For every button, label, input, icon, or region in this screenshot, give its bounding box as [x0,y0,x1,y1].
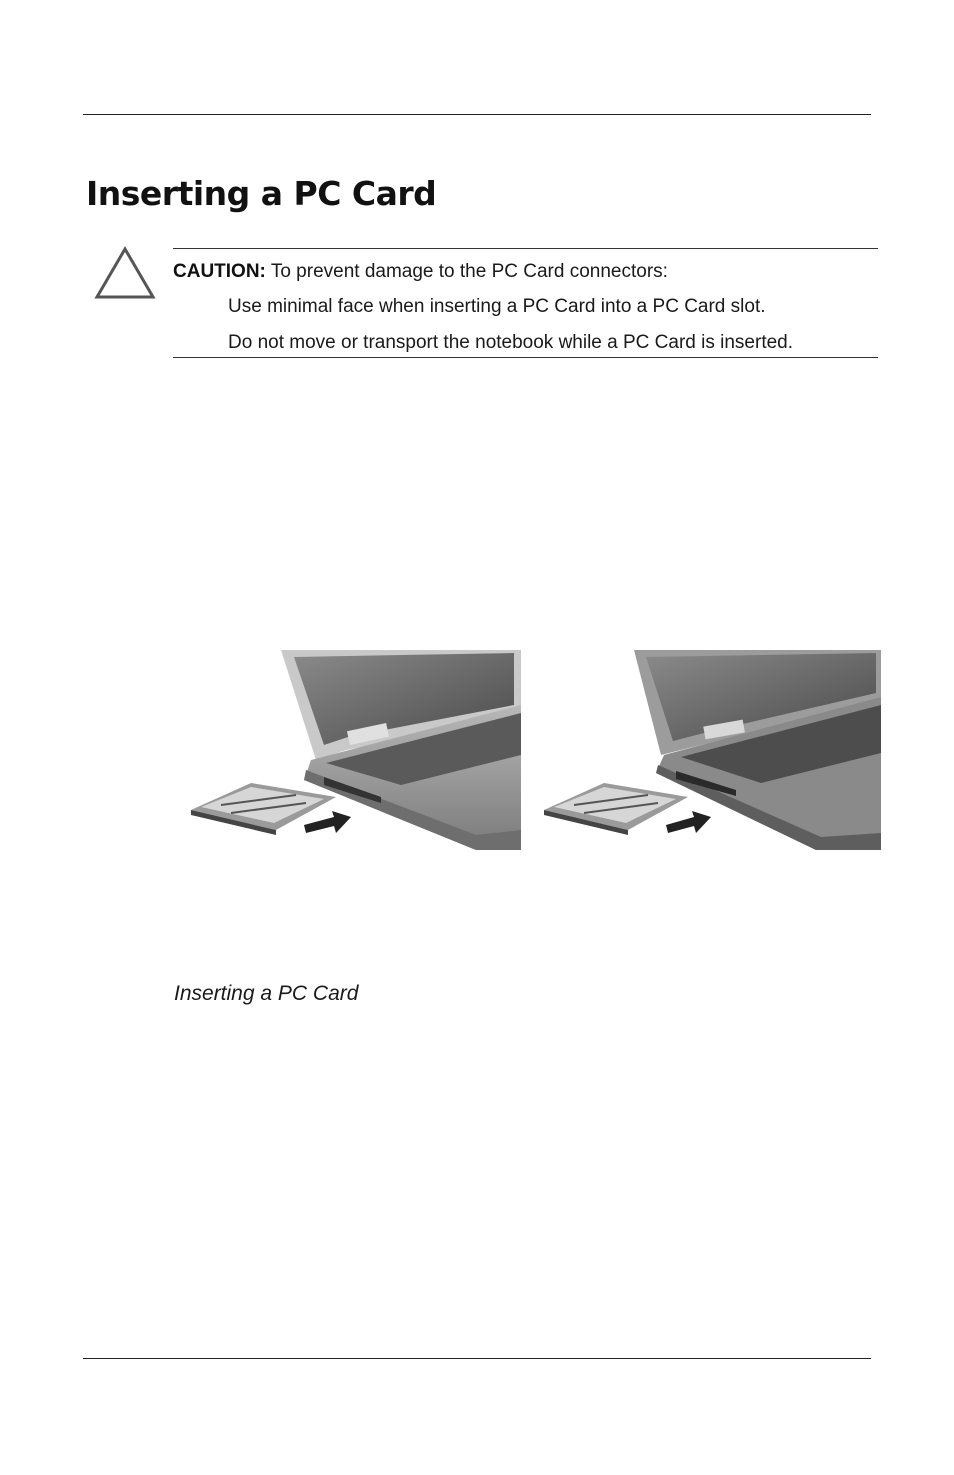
caution-intro-line [173,260,668,284]
header-rule [83,114,871,115]
insert-arrow-left [304,811,351,833]
caution-triangle-icon [94,246,156,300]
laptop-right [634,650,881,850]
caution-item: Use minimal face when inserting a PC Card into a PC Card slot. [228,296,766,317]
footer-rule [83,1358,871,1359]
pc-card-insertion-illustration [176,645,881,855]
caution-notice [173,248,878,358]
pc-card-right [544,783,688,835]
caution-item: Do not move or transport the notebook while a PC Card is inserted. [228,332,794,353]
figure-caption: Inserting a PC Card [174,982,359,1005]
insert-arrow-right [666,811,711,833]
page-title: Inserting a PC Card [86,174,437,213]
laptop-left [281,650,521,850]
caution-intro-text: To prevent damage to the PC Card connectors: [270,261,668,282]
caution-label: CAUTION: [173,261,266,282]
